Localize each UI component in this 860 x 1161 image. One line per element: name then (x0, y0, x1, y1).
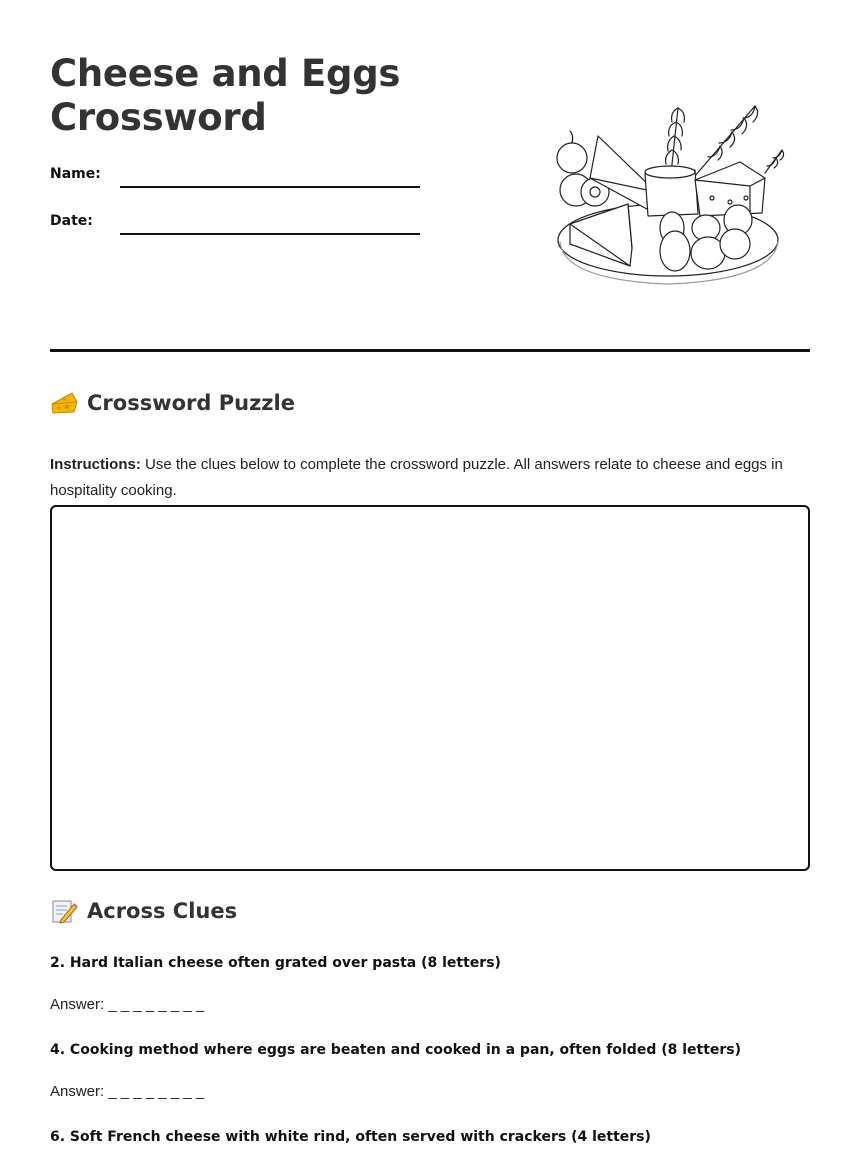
name-field[interactable] (120, 186, 420, 188)
title-line-1: Cheese and Eggs (50, 52, 401, 95)
instructions-label: Instructions: (50, 456, 141, 473)
answer-line[interactable]: Answer: _ _ _ _ _ _ _ _ (50, 1083, 205, 1100)
instructions-text: Use the clues below to complete the crossword puzzle. All answers relate to cheese and eggs in hospitality cooking. (50, 456, 783, 499)
crossword-puzzle-heading (50, 390, 295, 416)
clue-item: 6. Soft French cheese with white rind, often served with crackers (4 letters) (50, 1129, 651, 1145)
name-label: Name: (50, 166, 101, 182)
cheese-wedge-icon (50, 390, 78, 416)
across-clues-heading-text: Across Clues (87, 899, 238, 923)
crossword-puzzle-heading-text: Crossword Puzzle (87, 391, 295, 415)
date-field[interactable] (120, 233, 420, 235)
crossword-grid-area[interactable] (50, 505, 810, 871)
section-divider (50, 349, 810, 352)
cheese-egg-platter-illustration (550, 88, 790, 293)
title-line-2: Crossword (50, 96, 267, 139)
page-title (50, 52, 430, 140)
date-label: Date: (50, 213, 93, 229)
across-clues-heading (50, 898, 237, 924)
answer-line[interactable]: Answer: _ _ _ _ _ _ _ _ (50, 996, 205, 1013)
instructions-paragraph (50, 452, 820, 504)
clue-item: 4. Cooking method where eggs are beaten and cooked in a pan, often folded (8 letters) (50, 1042, 742, 1058)
memo-pencil-icon (50, 898, 78, 924)
clue-item: 2. Hard Italian cheese often grated over pasta (8 letters) (50, 955, 501, 971)
